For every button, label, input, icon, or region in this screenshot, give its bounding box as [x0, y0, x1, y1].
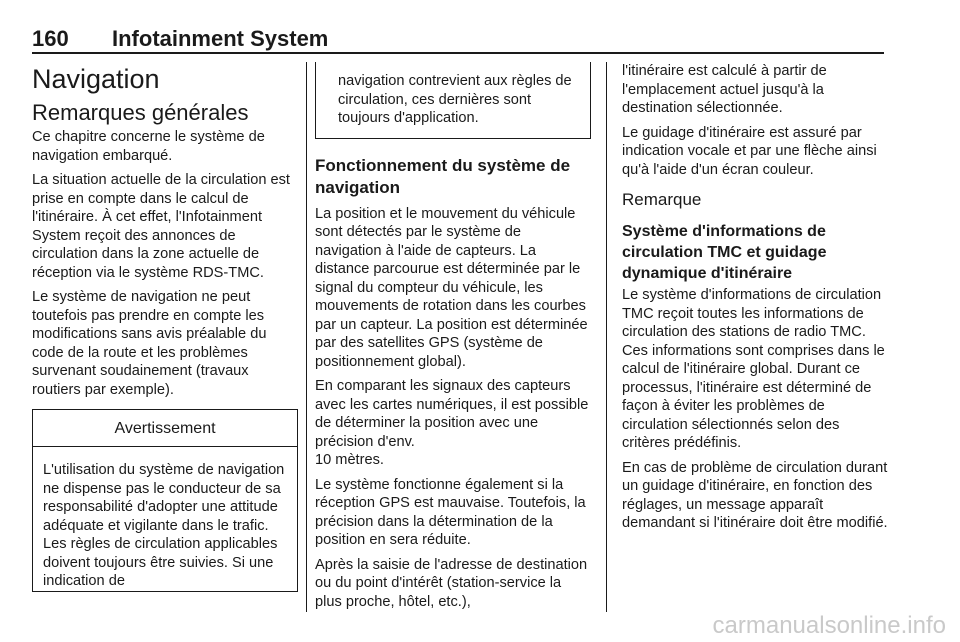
header-rule [32, 52, 884, 54]
warning-box-continued [315, 62, 591, 139]
page-header [32, 26, 884, 54]
page-number: 160 [32, 26, 69, 51]
warning-text-continued: navigation contrevient aux règles de circulation, ces dernières sont toujours d'application. [338, 73, 572, 126]
paragraph: En cas de problème de circulation durant un guidage d'itinéraire, en fonction des réglages, un message apparaît demandant si l'itinéraire doit être modifié. [622, 459, 888, 531]
warning-text: L'utilisation du système de navigation ne dispense pas le conducteur de sa responsabilité d'adopter une attitude adéquate et vigilante dans le trafic. Les règles de circulation applicables doivent toujours être suivies. Si une indication de [43, 462, 285, 589]
paragraph: La situation actuelle de la circulation est prise en compte dans le calcul de l'itinéraire. À cet effet, l'Infotainment System reçoit des annonces de circulation dans la zone actuelle de réception via le système RDS-TMC. [32, 172, 290, 281]
watermark-text: carmanualsonline.info [712, 612, 946, 639]
column-divider-left [306, 62, 307, 612]
warning-title: Avertissement [33, 410, 297, 447]
paragraph: Le système d'informations de circulation TMC reçoit toutes les informations de circulation des stations de radio TMC. Ces informations sont comprises dans le calcul de l'itinéraire global. Durant ce processus, l'itinéraire est déterminé de façon à éviter les problèmes de circulation sélectionnés selon des critères prédéfinis. [622, 287, 885, 451]
paragraph: 10 mètres. [315, 452, 384, 468]
column-divider-right [606, 62, 607, 612]
paragraph: En comparant les signaux des capteurs avec les cartes numériques, il est possible de déterminer la position avec une précision d'env. [315, 378, 589, 450]
subsection-heading: Remarques générales [32, 100, 249, 125]
page-title: Infotainment System [112, 26, 329, 51]
paragraph: La position et le mouvement du véhicule sont détectés par le système de navigation à l'aide de capteurs. La distance parcourue est déterminée par le signal du compteur du véhicule, les mouvements de rotation dans les courbes par un capteur. La position est déterminée par des satellites GPS (système de positionnement global). [315, 205, 588, 370]
paragraph: Après la saisie de l'adresse de destination ou du point d'intérêt (station-service la plus proche, hôtel, etc.), [315, 556, 588, 610]
column-right [622, 62, 888, 539]
warning-box [32, 409, 298, 592]
subsection-heading: Fonctionnement du système de navigation [315, 155, 571, 197]
note-title: Remarque [622, 190, 702, 209]
paragraph: Ce chapitre concerne le système de navigation embarqué. [32, 129, 265, 164]
paragraph: Le système fonctionne également si la réception GPS est mauvaise. Toutefois, la précision dans la détermination de la position en sera réduite. [315, 476, 586, 548]
paragraph: l'itinéraire est calculé à partir de l'emplacement actuel jusqu'à la destination sélectionnée. [622, 63, 827, 116]
note-subheading: Système d'informations de circulation TMC et guidage dynamique d'itinéraire [622, 223, 827, 282]
paragraph: Le guidage d'itinéraire est assuré par indication vocale et par une flèche ainsi qu'à l'aide d'un écran couleur. [622, 124, 877, 178]
section-heading: Navigation [32, 64, 160, 94]
column-left [32, 62, 298, 592]
column-middle [315, 62, 591, 617]
paragraph: Le système de navigation ne peut toutefois pas prendre en compte les modifications sans avis préalable du code de la route et les problèmes survenant soudainement (travaux routiers par exemple). [32, 289, 267, 398]
